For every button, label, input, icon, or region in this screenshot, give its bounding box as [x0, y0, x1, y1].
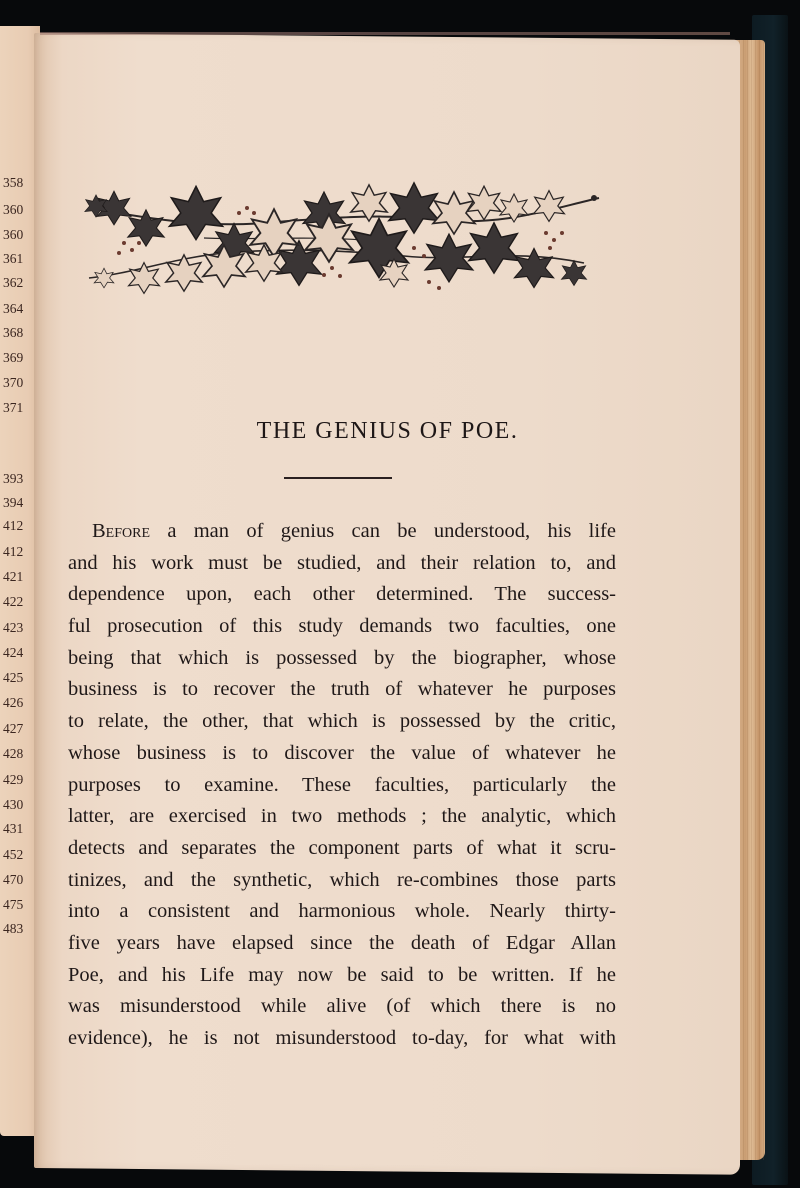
text-line: into a consistent and harmonious whole. Nearly thirty-	[68, 900, 616, 923]
toc-number: 358	[3, 175, 24, 190]
chapter-title: THE GENIUS OF POE.	[256, 418, 519, 444]
text-line: whose business is to discover the value of whatever he	[68, 741, 616, 764]
toc-number: 430	[3, 797, 24, 812]
body-paragraph	[68, 516, 616, 1055]
toc-number: 475	[3, 897, 24, 912]
toc-number: 412	[3, 544, 24, 559]
text-line: Poe, and his Life may now be said to be written. If he	[68, 963, 616, 986]
text-line: business is to recover the truth of whatever he purposes	[68, 678, 616, 701]
text-line: being that which is possessed by the biographer, whose	[68, 646, 616, 669]
title-rule-divider	[284, 477, 392, 479]
toc-number: 452	[3, 847, 24, 862]
toc-number: 427	[3, 721, 24, 736]
toc-number: 361	[3, 251, 24, 266]
text-line: tinizes, and the synthetic, which re-combines those parts	[68, 868, 616, 891]
text-line: ful prosecution of this study demands two faculties, one	[68, 615, 616, 638]
toc-number: 371	[3, 400, 24, 415]
opening-smallcaps-word: Before	[92, 520, 151, 542]
toc-number: 412	[3, 518, 24, 533]
toc-number: 369	[3, 350, 24, 365]
text-line: five years have elapsed since the death of Edgar Allan	[68, 931, 616, 954]
toc-number: 421	[3, 569, 24, 584]
toc-number: 483	[3, 921, 24, 936]
toc-number: 422	[3, 594, 24, 609]
toc-number: 423	[3, 620, 24, 635]
text-line: purposes to examine. These faculties, particularly the	[68, 773, 616, 796]
toc-number: 424	[3, 645, 24, 660]
toc-number: 470	[3, 872, 24, 887]
toc-number: 370	[3, 375, 24, 390]
text-line: and his work must be studied, and their relation to, and	[68, 551, 616, 574]
text-line: dependence upon, each other determined. The success-	[68, 583, 616, 606]
toc-number: 426	[3, 695, 24, 710]
ivy-vine-ornament-icon	[84, 178, 604, 296]
toc-number: 428	[3, 746, 24, 761]
toc-number: 364	[3, 301, 24, 316]
toc-number: 368	[3, 325, 24, 340]
text-line-content: a man of genius can be understood, his life	[150, 520, 616, 542]
text-line: latter, are exercised in two methods ; the analytic, which	[68, 805, 616, 828]
toc-number: 360	[3, 227, 24, 242]
text-line: evidence), he is not misunderstood to-day, for what with	[68, 1027, 616, 1049]
text-line	[68, 516, 616, 548]
toc-number: 431	[3, 821, 24, 836]
toc-number: 360	[3, 202, 24, 217]
toc-number: 425	[3, 670, 24, 685]
page-top-edge	[40, 32, 730, 35]
text-line: to relate, the other, that which is possessed by the critic,	[68, 710, 616, 733]
text-line: detects and separates the component parts of what it scru-	[68, 836, 616, 859]
text-line: was misunderstood while alive (of which there is no	[68, 995, 616, 1018]
toc-number: 394	[3, 495, 24, 510]
toc-number: 362	[3, 275, 24, 290]
toc-number: 429	[3, 772, 24, 787]
toc-number: 393	[3, 471, 24, 486]
